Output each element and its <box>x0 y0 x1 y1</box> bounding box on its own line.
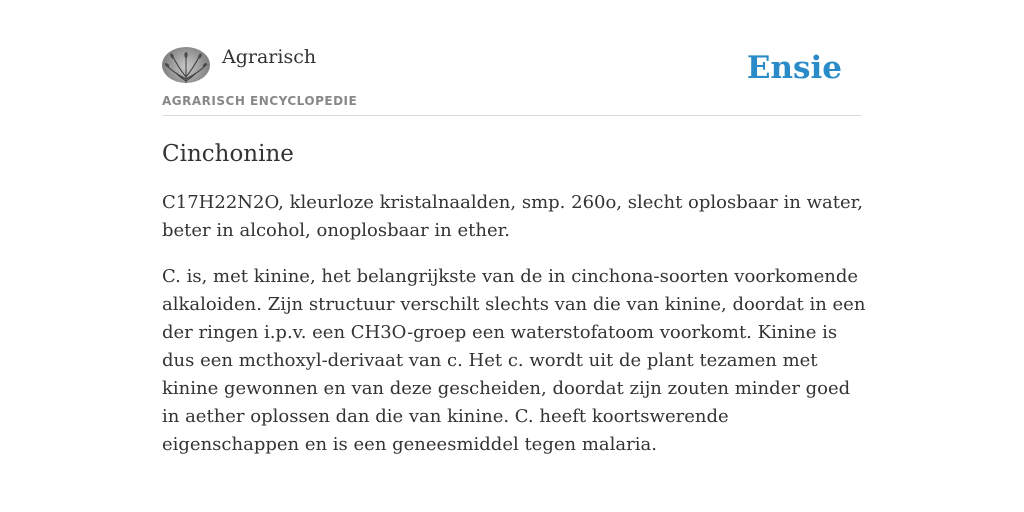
source-subtitle: AGRARISCH ENCYCLOPEDIE <box>162 94 358 108</box>
entry-header <box>162 40 862 116</box>
ensie-logo-link[interactable]: Ensie <box>746 50 842 86</box>
entry-title: Cinchonine <box>162 141 294 167</box>
entry-paragraph: C. is, met kinine, het belangrijkste van de in cinchona-soorten voorkomende alkaloiden. Zijn structuur verschilt slechts van die van kinine, doordat in een der ringen i.p.v. een CH3O-groep een waterstofatoom voorkomt. Kinine is dus een mcthoxyl-derivaat van c. Het c. wordt uit de plant tezamen met kinine gewonnen en van deze gescheiden, doordat zijn zouten minder goed in aether oplossen dan die van kinine. C. heeft koortswerende eigenschappen en is een geneesmiddel tegen malaria. <box>162 266 866 455</box>
entry-page <box>162 40 866 459</box>
source-name[interactable]: Agrarisch <box>222 46 317 68</box>
wheat-plant-icon[interactable] <box>162 47 210 83</box>
entry-paragraph: C17H22N2O, kleurloze kristalnaalden, smp. 260o, slecht oplosbaar in water, beter in alcohol, onoplosbaar in ether. <box>162 192 863 241</box>
